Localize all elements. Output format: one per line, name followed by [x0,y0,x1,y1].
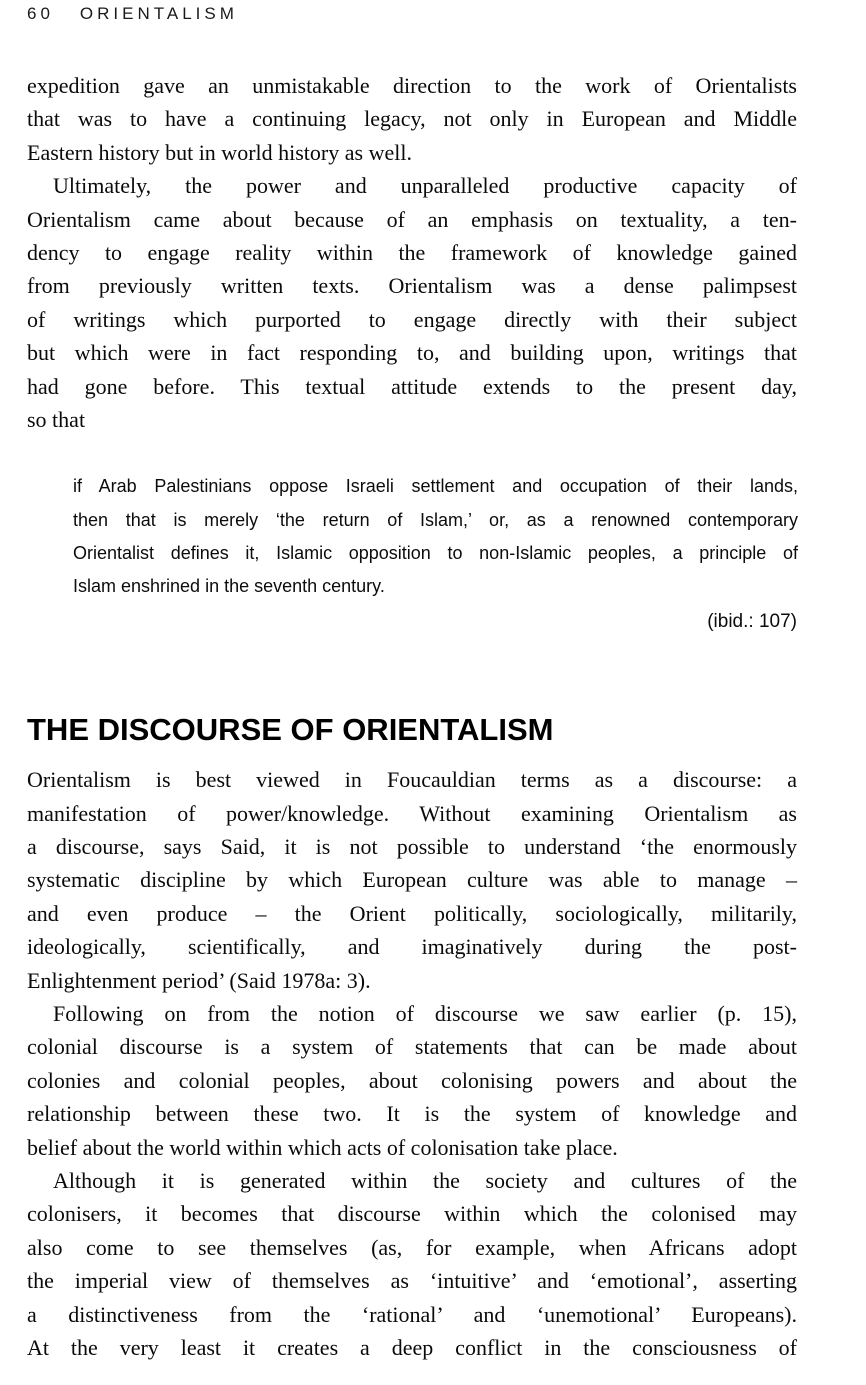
quote-line: Islam enshrined in the seventh century. [73,576,385,597]
text-line: also come to see themselves (as, for example, when Africans adopt [27,1234,797,1260]
text-line: Orientalism came about because of an emphasis on textuality, a ten- [27,206,797,232]
text-line: a discourse, says Said, it is not possible to understand ‘the enormously [27,834,797,860]
text-line: that was to have a continuing legacy, not only in European and Middle [27,106,797,132]
text-line: Enlightenment period’ (Said 1978a: 3). [27,967,371,993]
text-line: At the very least it creates a deep conflict in the consciousness of [27,1334,797,1360]
text-line: systematic discipline by which European culture was able to manage – [27,867,797,893]
running-header [27,4,797,24]
body-paragraph [27,169,797,436]
text-line: had gone before. This textual attitude extends to the present day, [27,373,797,399]
body-paragraph [27,1164,797,1364]
running-title: ORIENTALISM [79,4,238,23]
text-line: manifestation of power/knowledge. Without examining Orientalism as [27,800,797,826]
text-line: expedition gave an unmistakable direction to the work of Orientalists [27,73,797,98]
text-line: of writings which purported to engage directly with their subject [27,306,797,332]
text-line: dency to engage reality within the framework of knowledge gained [27,239,797,265]
quote-line: if Arab Palestinians oppose Israeli settlement and occupation of their lands, [73,476,798,497]
text-line: Ultimately, the power and unparalleled productive capacity of [53,173,797,199]
text-line: Following on from the notion of discourse we saw earlier (p. 15), [53,1001,797,1026]
text-line: Orientalism is best viewed in Foucauldian terms as a discourse: a [27,767,797,793]
text-line: a distinctiveness from the ‘rational’ and ‘unemotional’ Europeans). [27,1301,797,1327]
text-line: relationship between these two. It is the system of knowledge and [27,1101,797,1127]
block-quote [73,470,798,604]
section-heading: THE DISCOURSE OF ORIENTALISM [27,712,554,748]
body-paragraph [27,997,797,1164]
page-body [27,69,797,1364]
text-line: but which were in fact responding to, and building upon, writings that [27,340,797,366]
text-line: Eastern history but in world history as well. [27,139,412,165]
text-line: colonisers, it becomes that discourse within which the colonised may [27,1201,797,1227]
text-line: so that [27,406,86,432]
quote-line: Orientalist defines it, Islamic opposition to non-Islamic peoples, a principle of [73,543,798,564]
text-line: and even produce – the Orient politically, sociologically, militarily, [27,900,797,926]
quote-line: then that is merely ‘the return of Islam,’ or, as a renowned contemporary [73,509,798,530]
text-line: from previously written texts. Orientalism was a dense palimpsest [27,273,797,299]
text-line: Although it is generated within the society and cultures of the [53,1167,797,1193]
quote-citation: (ibid.: 107) [707,610,797,632]
page-number: 60 [27,4,54,23]
body-paragraph [27,69,797,169]
text-line: colonies and colonial peoples, about colonising powers and about the [27,1067,797,1093]
text-line: ideologically, scientifically, and imaginatively during the post- [27,934,797,960]
text-line: the imperial view of themselves as ‘intuitive’ and ‘emotional’, asserting [27,1268,797,1294]
body-paragraph [27,763,797,997]
text-line: colonial discourse is a system of statements that can be made about [27,1034,797,1060]
text-line: belief about the world within which acts of colonisation take place. [27,1134,618,1160]
